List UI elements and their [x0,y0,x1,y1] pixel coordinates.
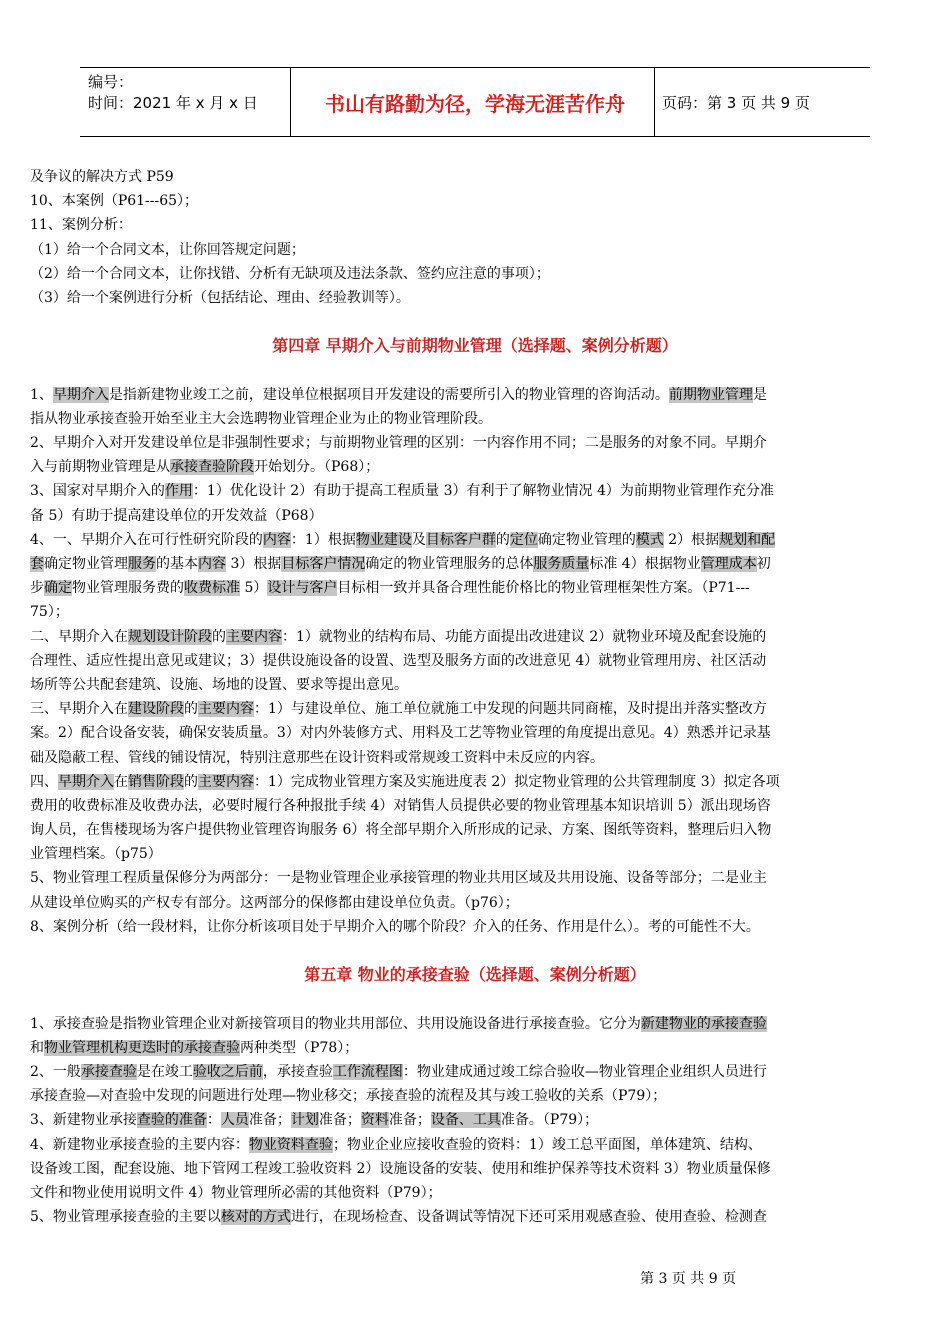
highlighted-term: 服务 [128,556,156,572]
text-line: 步确定物业管理服务费的收费标准 5）设计与客户目标相一致并具备合理性能价格比的物业管理框架性方案。（P71--- [30,580,750,597]
text-line: 询人员，在售楼现场为客户提供物业管理咨询服务 6）将全部早期介入所形成的记录、方案、图纸等资料，整理后归入物 [30,822,772,839]
header-divider [654,68,655,136]
highlighted-term: 规划和配 [719,531,776,548]
text-line: （3）给一个案例进行分析（包括结论、理由、经验教训等）。 [30,289,410,306]
text-line: 从建设单位购买的产权专有部分。这两部分的保修都由建设单位负责。（p76）； [30,894,519,911]
highlighted-term: 定位 [509,531,538,548]
text-line: 文件和物业使用说明文件 4）物业管理所必需的其他资料（P79）； [30,1184,442,1201]
text-line: 2、一般承接查验是在竣工验收之后前，承接查验工作流程图：物业建成通过竣工综合验收—物业管理企业组织人员进行 [30,1063,767,1080]
header-divider [290,68,291,136]
text-line [30,359,920,383]
text-line: （1）给一个合同文本，让你回答规定问题； [30,241,305,258]
text-line: 1、承接查验是指物业管理企业对新接管项目的物业共用部位、共用设施设备进行承接查验。它分为新建物业的承接查验 [30,1015,767,1032]
text-line: 4、一、早期介入在可行性研究阶段的内容：1）根据物业建设及目标客户群的定位确定物业管理的模式 2）根据规划和配 [30,531,776,548]
highlighted-term: 资料 [360,1112,389,1129]
highlighted-term: 新建物业的承接查验 [640,1015,767,1032]
highlighted-term: 模式 [635,531,664,548]
chapter-title: 第四章 早期介入与前期物业管理（选择题、案例分析题） [272,336,678,356]
highlighted-term: 计划 [290,1112,319,1129]
page-header [80,67,870,137]
highlighted-term: 规划设计阶段 [128,628,212,645]
highlighted-term: 目标客户群 [425,531,496,548]
chapter-title: 第五章 物业的承接查验（选择题、案例分析题） [304,965,646,985]
highlighted-term: 早期介入 [58,773,114,790]
highlighted-term: 主要内容 [198,773,254,790]
text-line [30,939,920,963]
header-meta [88,72,258,114]
highlighted-term: 物业资料查验 [248,1136,333,1153]
text-line: 承接查验—对查验中发现的问题进行处理—物业移交；承接查验的流程及其与竣工验收的关系（P79）； [30,1088,667,1105]
highlighted-term: 查验的准备 [136,1112,207,1129]
highlighted-term: 确定 [44,580,72,597]
text-line: 8、案例分析（给一段材料，让你分析该项目处于早期介入的哪个阶段？介入的任务、作用是什么）。考的可能性不大。 [30,918,760,935]
highlighted-term: 验收之后前 [192,1063,263,1080]
text-line: 案。2）配合设备安装，确保安装质量。3）对内外装修方式、用料及工艺等物业管理的角度提出意见。4）熟悉并记录基 [30,725,771,742]
highlighted-term: 收费标准 [184,580,240,597]
highlighted-term: 物业建设 [355,531,412,548]
text-line: 3、国家对早期介入的作用：1）优化设计 2）有助于提高工程质量 3）有利于了解物业情况 4）为前期物业管理作充分准 [30,483,774,500]
highlighted-term: 内容 [198,556,226,572]
highlighted-term: 承接查验阶段 [170,459,254,476]
highlighted-term: 前期物业管理 [668,386,753,403]
text-line: 入与前期物业管理是从承接查验阶段开始划分。（P68）； [30,459,380,476]
text-line: 二、早期介入在规划设计阶段的主要内容：1）就物业的结构布局、功能方面提出改进建议 2）就物业环境及配套设施的 [30,628,767,645]
text-line: 设备竣工图，配套设施、地下管网工程竣工验收资料 2）设施设备的安装、使用和维护保养等技术资料 3）物业质量保修 [30,1160,771,1177]
highlighted-term: 目标客户情况 [281,556,366,572]
text-line: 2、早期介入对开发建设单位是非强制性要求；与前期物业管理的区别：一内容作用不同；二是服务的对象不同。早期介 [30,435,767,452]
text-line: 指从物业承接查验开始至业主大会选聘物业管理企业为止的物业管理阶段。 [30,410,492,427]
highlighted-term: 工作流程图 [332,1063,403,1080]
highlighted-term: 主要内容 [226,628,282,645]
highlighted-term: 套 [30,556,44,572]
document-body [30,165,920,1229]
text-line: 费用的收费标准及收费办法，必要时履行各种报批手续 4）对销售人员提供必要的物业管理基本知识培训 5）派出现场咨 [30,797,771,814]
text-line: 四、早期介入在销售阶段的主要内容：1）完成物业管理方案及实施进度表 2）拟定物业管理的公共管理制度 3）拟定各项 [30,773,780,790]
text-line: （2）给一个合同文本，让你找错、分析有无缺项及违法条款、签约应注意的事项）； [30,265,550,282]
highlighted-term: 服务质量 [533,556,590,572]
highlighted-term: 管理成本 [700,556,757,572]
highlighted-term: 作用 [164,483,193,500]
text-line: 础及隐蔽工程、管线的铺设情况，特别注意那些在设计资料或常规竣工资料中未反应的内容。 [30,749,604,766]
text-line: 11、案例分析： [30,217,132,234]
header-page-info: 页码：第 3 页 共 9 页 [662,93,810,112]
doc-time: 时间：2021 年 x 月 x 日 [88,94,258,112]
highlighted-term: 人员 [220,1112,249,1129]
text-line: 1、早期介入是指新建物业竣工之前，建设单位根据项目开发建设的需要所引入的物业管理的咨询活动。前期物业管理是 [30,386,767,403]
text-line [30,310,920,334]
text-line: 4、新建物业承接查验的主要内容：物业资料查验；物业企业应接收查验的资料：1）竣工总平面图，单体建筑、结构、 [30,1136,762,1153]
text-line: 75）； [30,604,69,621]
text-line: 业管理档案。（p75） [30,846,162,863]
highlighted-term: 销售阶段 [128,773,184,790]
text-line: 10、本案例（P61---65）； [30,193,199,210]
text-line: 备 5）有助于提高建设单位的开发效益（P68） [30,507,323,524]
text-line: 5、物业管理工程质量保修分为两部分：一是物业管理企业承接管理的物业共用区域及共用设施、设备等部分；二是业主 [30,870,767,887]
highlighted-term: 物业管理机构更迭时的承接查验 [44,1039,240,1056]
highlighted-term: 建设阶段 [128,701,184,718]
text-line [30,987,920,1011]
text-line: 及争议的解决方式 P59 [30,169,174,185]
highlighted-term: 承接查验 [80,1063,137,1080]
page-footer: 第 3 页 共 9 页 [640,1271,737,1287]
text-line: 三、早期介入在建设阶段的主要内容：1）与建设单位、施工单位就施工中发现的问题共同商榷，及时提出并落实整改方 [30,701,767,718]
doc-number: 编号： [88,73,134,91]
highlighted-term: 早期介入 [52,386,109,403]
text-line: 和物业管理机构更迭时的承接查验两种类型（P78）； [30,1039,359,1056]
highlighted-term: 内容 [262,531,291,548]
text-line: 3、新建物业承接查验的准备：人员准备；计划准备；资料准备；设备、工具准备。（P79）； [30,1112,599,1129]
text-line: 场所等公共配套建筑、设施、场地的设置、要求等提出意见。 [30,676,408,693]
highlighted-term: 设计与客户 [267,580,338,597]
highlighted-term: 核对的方式 [220,1209,291,1226]
text-line: 5、物业管理承接查验的主要以核对的方式进行，在现场检查、设备调试等情况下还可采用观感查验、使用查验、检测查 [30,1209,767,1226]
header-motto: 书山有路勤为径，学海无涯苦作舟 [325,91,625,116]
text-line: 合理性、适应性提出意见或建议；3）提供设施设备的设置、选型及服务方面的改进意见 4）就物业管理用房、社区活动 [30,652,767,669]
highlighted-term: 设备、工具 [430,1112,501,1129]
highlighted-term: 主要内容 [198,701,254,718]
text-line: 套确定物业管理服务的基本内容 3）根据目标客户情况确定的物业管理服务的总体服务质量标准 4）根据物业管理成本初 [30,556,771,572]
